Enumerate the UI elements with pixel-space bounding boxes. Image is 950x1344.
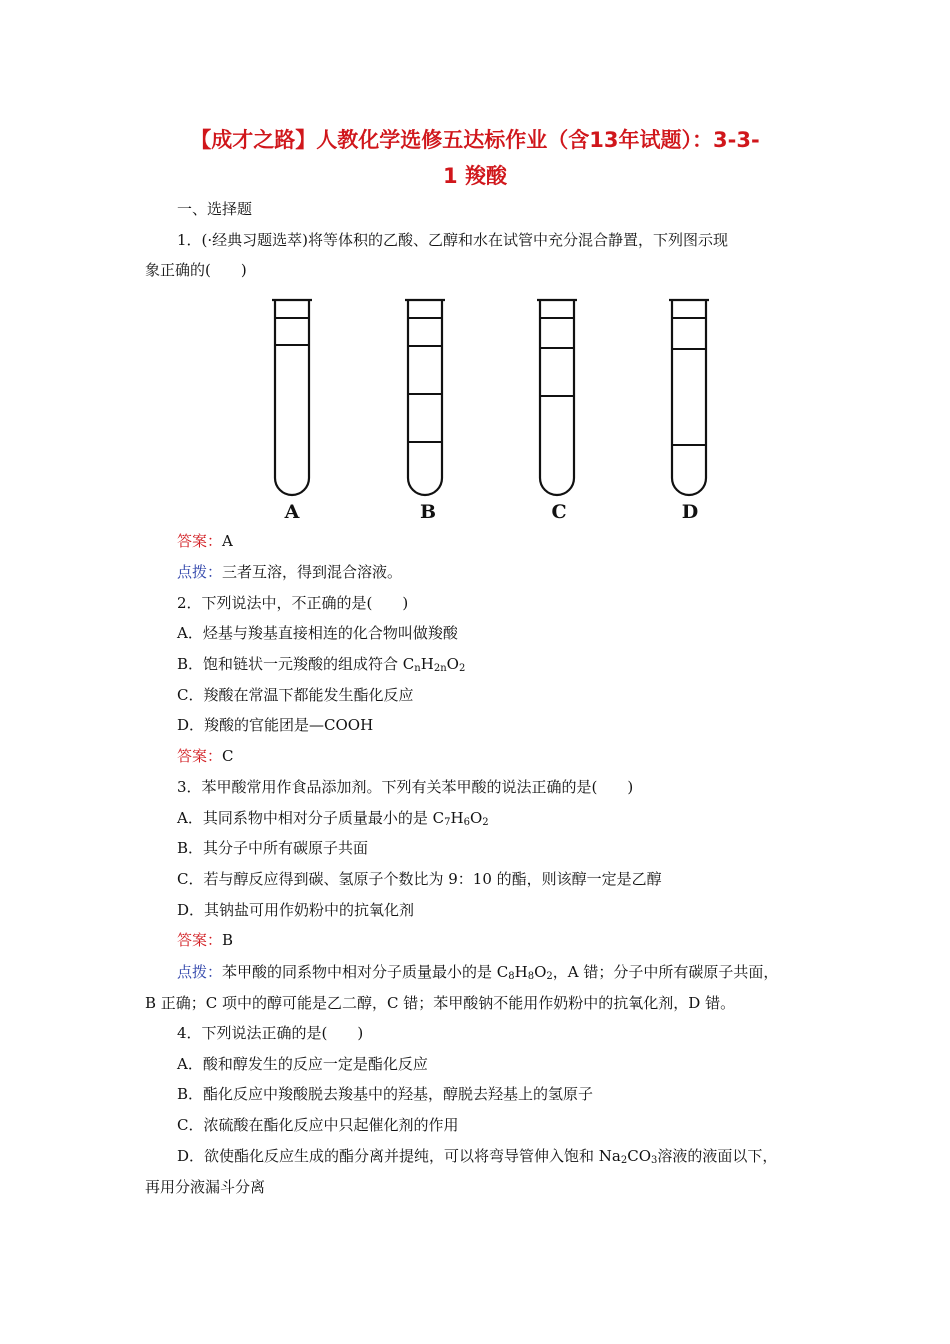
q1-answer [177, 531, 233, 551]
q3-hint-line2: B 正确；C 项中的醇可能是乙二醇，C 错；苯甲酸钠不能用作奶粉中的抗氧化剂，D 错。 [145, 994, 736, 1012]
answer-label: 答案： [177, 747, 223, 765]
hint-label: 点拨： [177, 963, 223, 981]
section-heading: 一、选择题 [177, 200, 253, 218]
q2-stem: 2．下列说法中，不正确的是( ) [177, 594, 409, 612]
title-line-2: 1 羧酸 [443, 164, 507, 188]
answer-value: B [222, 931, 234, 949]
tube-b [405, 300, 445, 495]
tube-label-c: C [551, 501, 567, 523]
tube-label-a: A [284, 501, 300, 523]
q3-option-a: A．其同系物中相对分子质量最小的是 $C_7H_6O_2$ [177, 809, 489, 828]
q2-option-c: C．羧酸在常温下都能发生酯化反应 [177, 686, 414, 704]
q3-stem: 3．苯甲酸常用作食品添加剂。下列有关苯甲酸的说法正确的是( ) [177, 778, 634, 796]
q1-hint [177, 562, 402, 582]
q1-stem-line1: 1．(·经典习题选萃)将等体积的乙酸、乙醇和水在试管中充分混合静置，下列图示现 [177, 231, 729, 249]
q4-option-b: B．酯化反应中羧酸脱去羧基中的羟基，醇脱去羟基上的氢原子 [177, 1085, 594, 1103]
tube-d [669, 300, 709, 495]
q3-option-c: C．若与醇反应得到碳、氢原子个数比为 9：10 的酯，则该醇一定是乙醇 [177, 870, 662, 888]
tube-c [537, 300, 577, 495]
q2-option-d: D．羧酸的官能团是—COOH [177, 716, 374, 734]
q2-answer [177, 746, 234, 766]
tube-a [272, 300, 312, 495]
q2-option-a: A．烃基与羧基直接相连的化合物叫做羧酸 [177, 624, 458, 642]
q3-answer [177, 930, 233, 950]
q2-option-b: B．饱和链状一元羧酸的组成符合 $C_nH_{2n}O_2$ [177, 655, 466, 674]
title-line-1: 【成才之路】人教化学选修五达标作业（含13年试题）：3-3- [190, 128, 760, 152]
q3-option-d: D．其钠盐可用作奶粉中的抗氧化剂 [177, 901, 415, 919]
q4-stem: 4．下列说法正确的是( ) [177, 1024, 364, 1042]
tube-label-d: D [681, 501, 699, 523]
q1-stem-line2: 象正确的( ) [145, 261, 247, 279]
q4-option-d-line1: D．欲使酯化反应生成的酯分离并提纯，可以将弯导管伸入饱和 $Na_2CO_3$溶液的液面以下， [177, 1147, 778, 1166]
answer-label: 答案： [177, 532, 223, 550]
answer-value: C [222, 747, 234, 765]
q4-option-a: A．酸和醇发生的反应一定是酯化反应 [177, 1055, 428, 1073]
q4-option-c: C．浓硫酸在酯化反应中只起催化剂的作用 [177, 1116, 459, 1134]
answer-label: 答案： [177, 931, 223, 949]
answer-value: A [222, 532, 233, 550]
hint-label: 点拨： [177, 563, 223, 581]
q4-option-d-line2: 再用分液漏斗分离 [145, 1178, 266, 1196]
tube-label-b: B [419, 501, 437, 523]
hint-text: 三者互溶，得到混合溶液。 [222, 563, 403, 581]
q3-hint-line1: 点拨：苯甲酸的同系物中相对分子质量最小的是 $C_8H_8O_2$，A 错；分子中所有碳原子共面， [177, 963, 779, 982]
q3-option-b: B．其分子中所有碳原子共面 [177, 839, 369, 857]
